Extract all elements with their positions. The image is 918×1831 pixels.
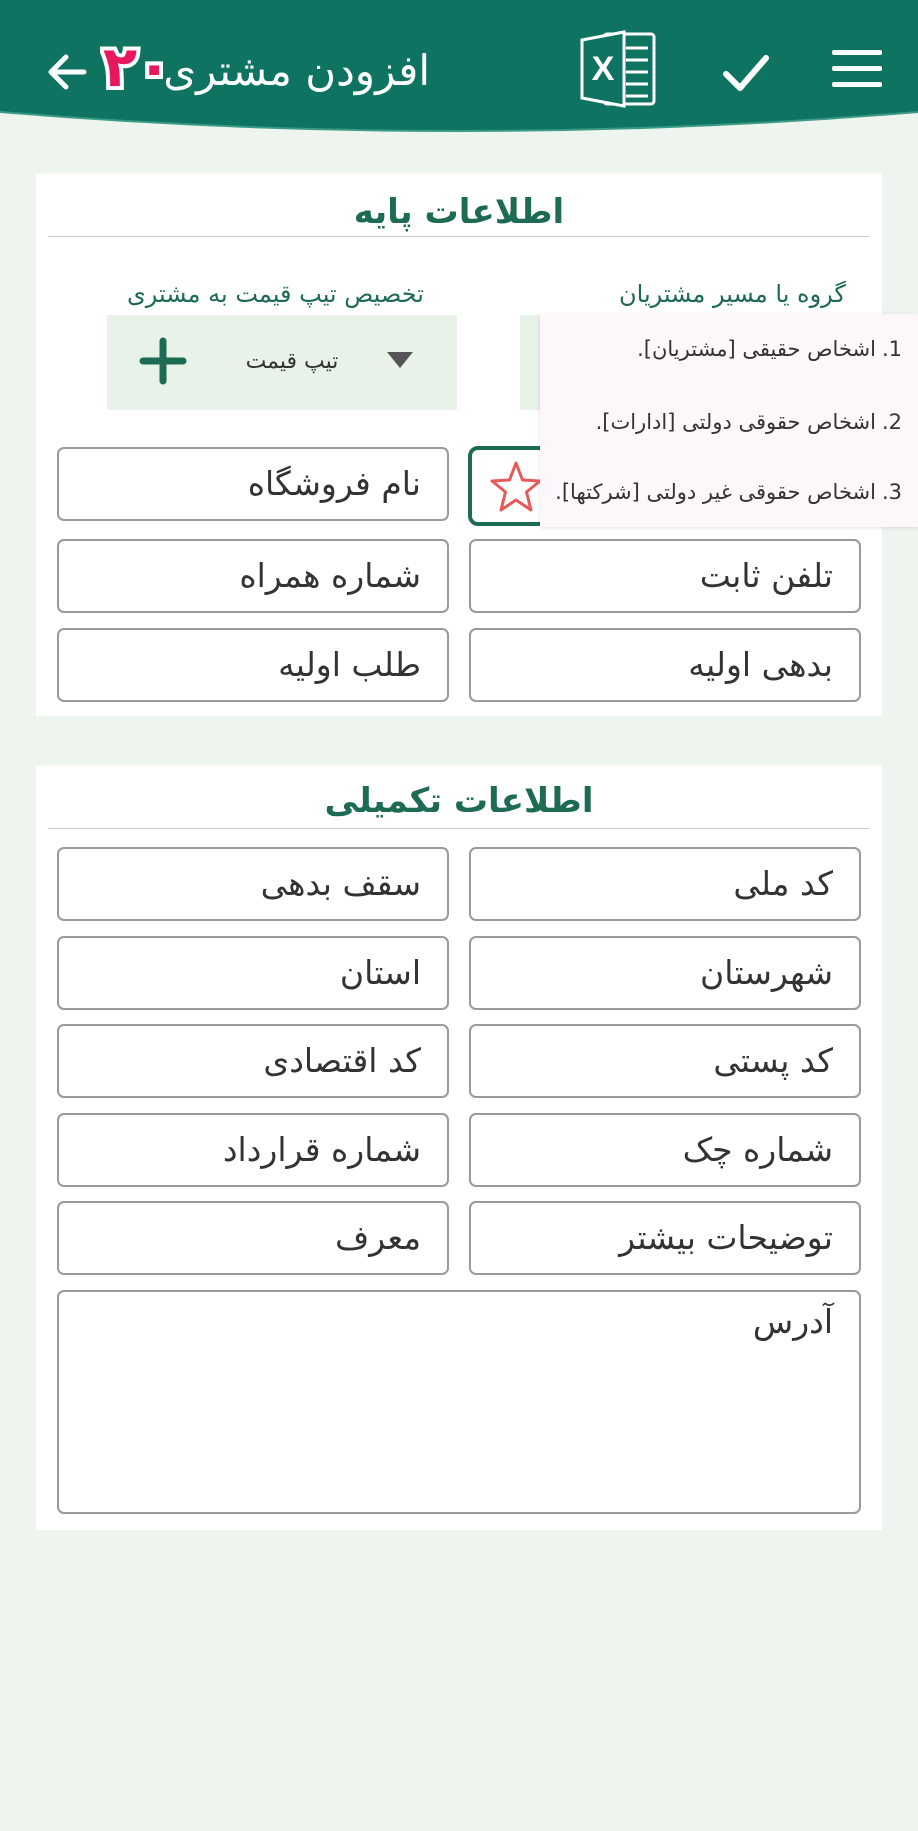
price-type-value[interactable]: تیپ قیمت (245, 349, 339, 374)
star-icon (490, 460, 542, 516)
extra-info-title: اطلاعات تکمیلی (324, 781, 594, 821)
app-header (0, 0, 918, 138)
check-number-field[interactable]: شماره چک (469, 1113, 861, 1187)
store-name-field[interactable]: نام فروشگاه (57, 447, 449, 521)
more-description-field[interactable]: توضیحات بیشتر (469, 1201, 861, 1275)
postal-code-field[interactable]: کد پستی (469, 1024, 861, 1098)
excel-icon[interactable] (578, 28, 658, 110)
option-number: 3. (881, 480, 902, 504)
dropdown-option[interactable] (637, 329, 902, 369)
back-arrow-icon[interactable] (44, 48, 92, 96)
province-field[interactable]: استان (57, 936, 449, 1010)
excel-letter: X (591, 50, 615, 88)
contract-number-field[interactable]: شماره قرارداد (57, 1113, 449, 1187)
chevron-down-icon[interactable] (387, 352, 413, 368)
referrer-field[interactable]: معرف (57, 1201, 449, 1275)
initial-credit-field[interactable]: طلب اولیه (57, 628, 449, 702)
landline-field[interactable]: تلفن ثابت (469, 539, 861, 613)
favorite-button[interactable] (468, 446, 548, 526)
page-title: افزودن مشتری (163, 46, 430, 95)
divider (48, 828, 870, 829)
customer-group-label: گروه یا مسیر مشتریان (619, 280, 846, 308)
option-number: 2. (881, 410, 902, 434)
national-code-field[interactable]: کد ملی (469, 847, 861, 921)
dropdown-option[interactable] (555, 472, 902, 512)
option-label: اشخاص حقوقی دولتی [ادارات]. (595, 410, 876, 434)
mobile-field[interactable]: شماره همراه (57, 539, 449, 613)
menu-icon[interactable] (832, 50, 882, 92)
option-label: اشخاص حقوقی غیر دولتی [شرکتها]. (555, 480, 876, 504)
city-field[interactable]: شهرستان (469, 936, 861, 1010)
basic-info-title: اطلاعات پایه (353, 192, 565, 232)
dropdown-option[interactable] (596, 402, 902, 442)
address-field[interactable]: آدرس (57, 1290, 861, 1514)
customer-group-dropdown (540, 314, 918, 527)
add-icon[interactable] (137, 335, 189, 387)
debt-ceiling-field[interactable]: سقف بدهی (57, 847, 449, 921)
price-type-select[interactable] (107, 315, 457, 410)
divider (48, 236, 870, 237)
price-type-label: تخصیص تیپ قیمت به مشتری (127, 280, 424, 308)
option-number: 1. (881, 337, 902, 361)
check-icon[interactable] (718, 44, 774, 100)
count-badge-text: ۲۰ (102, 35, 172, 100)
economic-code-field[interactable]: کد اقتصادی (57, 1024, 449, 1098)
initial-debt-field[interactable]: بدهی اولیه (469, 628, 861, 702)
count-badge (100, 30, 174, 104)
option-label: اشخاص حقیقی [مشتریان]. (637, 337, 876, 361)
